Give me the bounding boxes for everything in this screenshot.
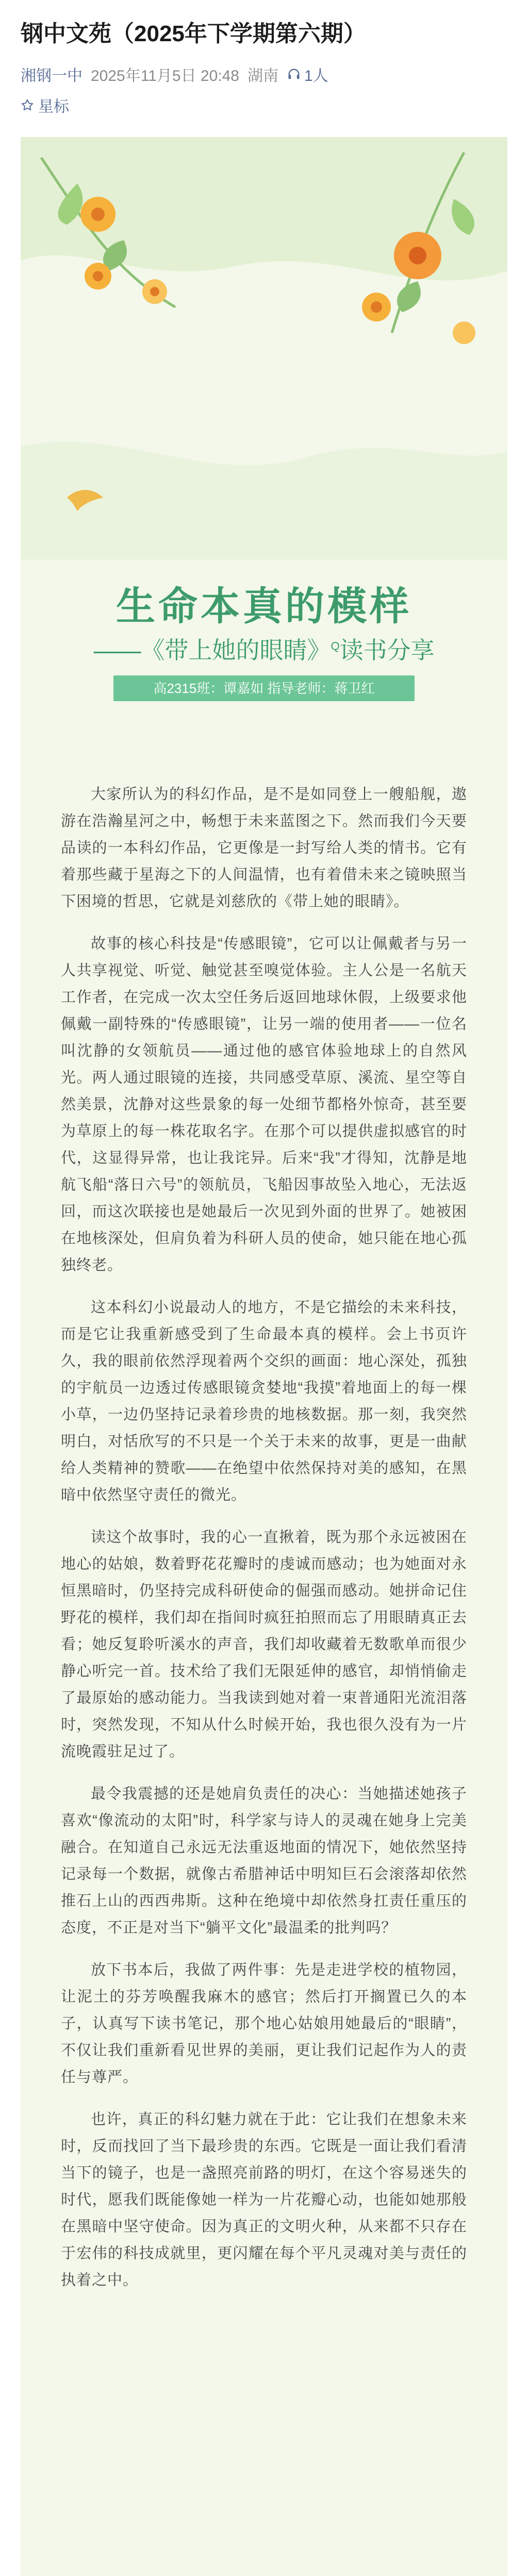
paragraph: 读这个故事时，我的心一直揪着，既为那个永远被困在地心的姑娘，数着野花花瓣时的虔诚而感动；也为她面对永恒黑暗时，仍坚持完成科研使命的倔强而感动。她拼命记住野花的模样，我们却在指间时疯狂拍照而忘了用眼睛真正去看；她反复聆听溪水的声音，我们却收藏着无数歌单而很少静心听完一首。技术给了我们无限延伸的感官，却悄悄偷走了最原始的感动能力。当我读到她对着一束普通阳光流泪落时，突然发现，不知从什么时候开始，我也很久没有为一片流晚霞驻足过了。 xyxy=(61,1529,467,1760)
article-banner xyxy=(21,137,507,714)
article-body xyxy=(21,137,507,2576)
star-button[interactable] xyxy=(21,94,507,116)
star-icon xyxy=(21,98,34,112)
article-meta xyxy=(21,63,507,86)
banner-headline: 生命本真的模样 xyxy=(116,585,412,629)
listen-button[interactable] xyxy=(287,63,328,86)
paragraph: 最令我震撼的还是她肩负责任的决心：当她描述她孩子喜欢“像流动的太阳”时，科学家与诗人的灵魂在她身上完美融合。在知道自己永远无法重返地面的情况下，她依然坚持记录每一个数据，就像古希腊神话中明知巨石会滚落却依然推石上山的西西弗斯。这种在绝境中却依然身扛责任重压的态度，不正是对当下“躺平文化”最温柔的批判吗？ xyxy=(61,1786,467,1936)
headphones-icon xyxy=(287,67,301,81)
paragraph: 这本科幻小说最动人的地方，不是它描绘的未来科技，而是它让我重新感受到了生命最本真的模样。会上书页许久，我的眼前依然浮现着两个交织的画面：地心深处，孤独的宇航员一边透过传感眼镜贪婪地“我摸”着地面上的每一棵小草，一边仍坚持记录着珍贵的地核数据。那一刻，我突然明白，对恬欣写的不只是一个关于未来的故事，更是一曲献给人类精神的赞歌——在绝望中依然保持对美的感知，在黑暗中依然坚守责任的微光。 xyxy=(61,1299,467,1503)
banner-decoration xyxy=(21,137,507,560)
listen-count: 1人 xyxy=(304,67,328,84)
account-name[interactable]: 湘钢一中 xyxy=(21,67,82,84)
article-text xyxy=(21,714,507,2294)
paragraph: 故事的核心科技是“传感眼镜”，它可以让佩戴者与另一人共享视觉、听觉、触觉甚至嗅觉体验。主人公是一名航天工作者，在完成一次太空任务后返回地球休假，上级要求他佩戴一副特殊的“传感眼镜”，让另一端的使用者——一位名叫沈静的女领航员——通过他的感官体验地球上的自然风光。两人通过眼镜的连接，共同感受草原、溪流、星空等自然美景，沈静对这些景象的每一处细节都格外惊奇，甚至要为草原上的每一株花取名字。在那个可以提供虚拟感官的时代，这显得异常，也让我诧异。后来“我”才得知，沈静是地航飞船“落日六号”的领航员，飞船因事故坠入地心，无法返回，而这次联接也是她最后一次见到外面的世界了。她被困在地核深处，但肩负着为科研人员的使命，她只能在地心孤独终老。 xyxy=(61,936,467,1274)
publish-location: 湖南 xyxy=(247,67,278,84)
publish-date: 2025年11月5日 20:48 xyxy=(91,67,239,84)
star-label: 星标 xyxy=(38,98,69,115)
article-header xyxy=(0,0,528,116)
paragraph: 也许，真正的科幻魅力就在于此：它让我们在想象未来时，反而找回了当下最珍贵的东西。它既是一面让我们看清当下的镜子，也是一盏照亮前路的明灯，在这个容易迷失的时代，愿我们既能像她一样为一片花瓣心动，也能如她那般在黑暗中坚守使命。因为真正的文明火种，从来都不只存在于宏伟的科技成就里，更闪耀在每个平凡灵魂对美与责任的执着之中。 xyxy=(61,2111,467,2289)
paragraph: 放下书本后，我做了两件事：先是走进学校的植物园，让泥土的芬芳唤醒我麻木的感官；然后打开搁置已久的本子，认真写下读书笔记，那个地心姑娘用她最后的“眼睛”，不仅让我们重新看见世界的美丽，更让我们记起作为人的责任与尊严。 xyxy=(61,1962,467,2086)
byline-bar: 高2315班：谭嘉如 指导老师：蒋卫红 xyxy=(113,675,415,701)
banner-subhead: ——《带上她的眼睛》$^Q$读书分享 xyxy=(93,637,435,664)
article-title: 钢中文苑（2025年下学期第六期） xyxy=(21,21,366,46)
paragraph: 大家所认为的科幻作品，是不是如同登上一艘船舰，遨游在浩瀚星河之中，畅想于未来蓝图之下。然而我们今天要品读的一本科幻作品，它更像是一封写给人类的情书。它有着那些藏于星海之下的人间温情，也有着借未来之镜映照当下困境的哲思，它就是刘慈欣的《带上她的眼睛》。 xyxy=(61,786,467,910)
